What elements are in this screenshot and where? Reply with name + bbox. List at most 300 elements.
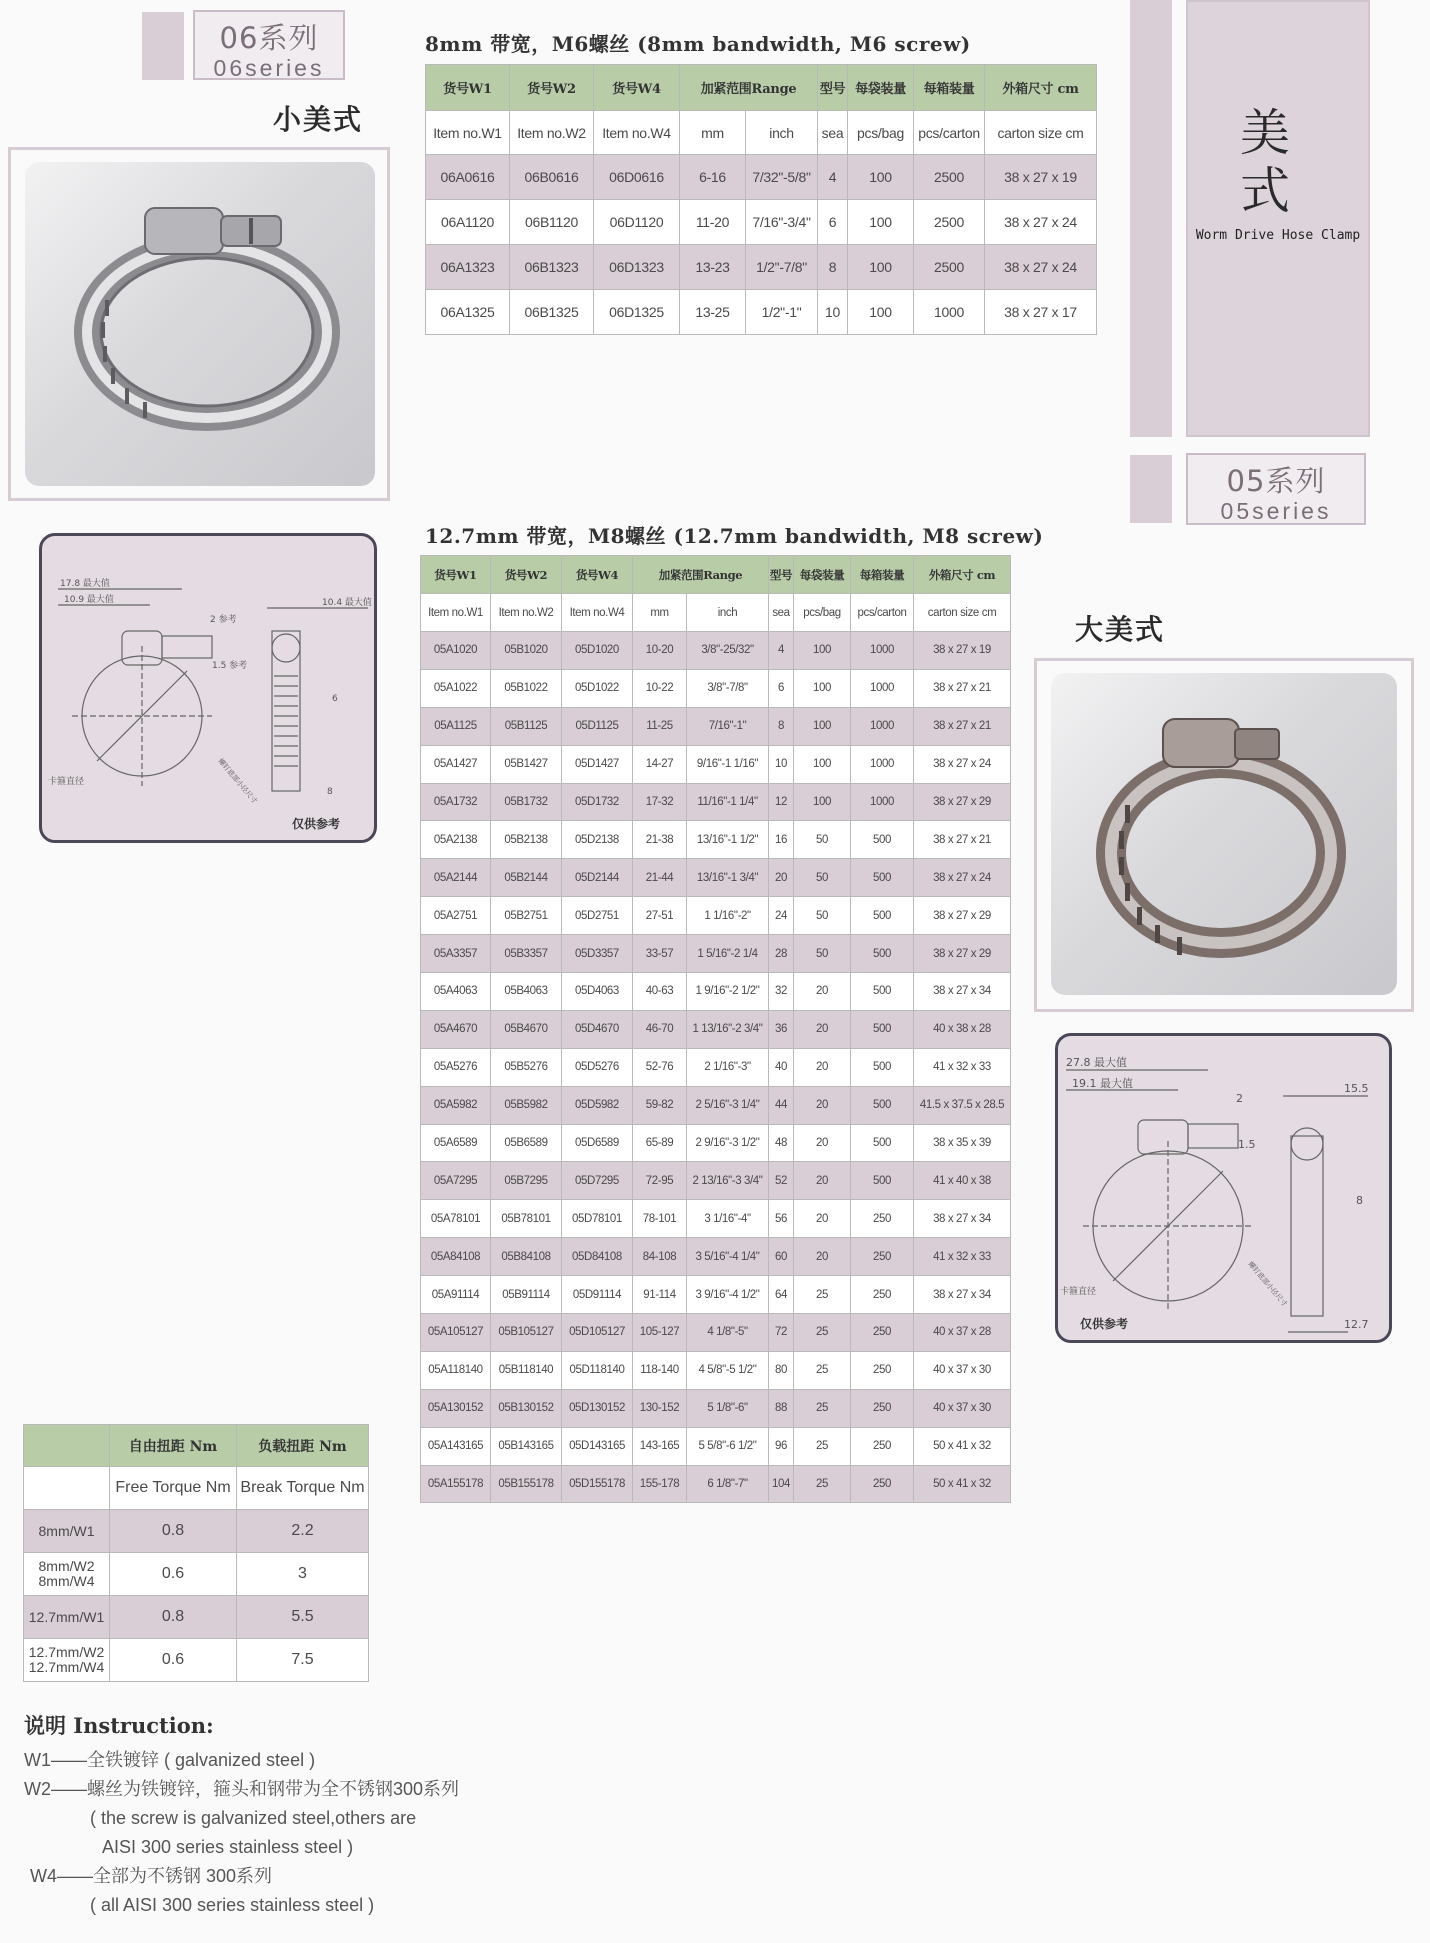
table-cell: 05A4670: [421, 1010, 491, 1048]
header-cell: inch: [687, 594, 769, 632]
header-cell: 货号W1: [421, 556, 491, 594]
table-row: [421, 859, 1011, 897]
table-cell: 06A1323: [426, 245, 510, 290]
table-cell: 05B7295: [491, 1162, 562, 1200]
header-cell: Item no.W2: [491, 594, 562, 632]
dim-screw-minor: 螺钉底部小径尺寸: [216, 757, 259, 806]
table-cell: 20: [794, 1086, 851, 1124]
table-cell: 38 x 27 x 24: [914, 745, 1011, 783]
table-cell: 05A91114: [421, 1276, 491, 1314]
table-cell: 50: [794, 821, 851, 859]
table-cell: 7/16"-3/4": [746, 200, 818, 245]
table-cell: 1/2"-7/8": [746, 245, 818, 290]
table-cell: 05D143165: [562, 1427, 633, 1465]
table-cell: 40 x 37 x 28: [914, 1314, 1011, 1352]
dim-6: 6: [332, 694, 338, 704]
table-cell: 1000: [851, 745, 914, 783]
torque-body: [24, 1510, 369, 1682]
small-clamp-photo: [25, 162, 375, 486]
table-cell: 8: [769, 707, 794, 745]
table-cell: 13/16"-1 1/2": [687, 821, 769, 859]
table-cell: 78-101: [633, 1200, 687, 1238]
table-cell: 28: [769, 935, 794, 973]
instruction-line: AISI 300 series stainless steel ): [102, 1837, 354, 1857]
header-cell: 外箱尺寸 cm: [914, 556, 1011, 594]
header-cell: [24, 1467, 110, 1510]
table-row: [421, 669, 1011, 707]
table-cell: 05B78101: [491, 1200, 562, 1238]
table-cell: 5 5/8"-6 1/2": [687, 1427, 769, 1465]
torque-table: [23, 1424, 369, 1682]
header-cell: Item no.W4: [594, 111, 680, 155]
table-cell: 500: [851, 859, 914, 897]
table-cell: 06D1323: [594, 245, 680, 290]
table-cell: 72: [769, 1314, 794, 1352]
table-cell: 1000: [851, 632, 914, 670]
table-cell: 05A1427: [421, 745, 491, 783]
table-cell: 2 5/16"-3 1/4": [687, 1086, 769, 1124]
header-cell: 每袋装量: [848, 65, 914, 111]
header-cell: inch: [746, 111, 818, 155]
table-cell: 06B1120: [510, 200, 594, 245]
header-cell: sea: [769, 594, 794, 632]
table-cell: 64: [769, 1276, 794, 1314]
table-row: [421, 1351, 1011, 1389]
table-cell: 3 9/16"-4 1/2": [687, 1276, 769, 1314]
header-cell: 货号W4: [594, 65, 680, 111]
header-cell: pcs/bag: [848, 111, 914, 155]
header-cell: mm: [680, 111, 746, 155]
table-cell: 05B91114: [491, 1276, 562, 1314]
drawing-note: 仅供参考: [1080, 1317, 1129, 1331]
table-cell: 6 1/8"-7": [687, 1465, 769, 1503]
dim-screw-minor: 螺钉底部小径尺寸: [1246, 1260, 1289, 1309]
table-cell: 06B1323: [510, 245, 594, 290]
table-cell: 05A2144: [421, 859, 491, 897]
table-cell: 20: [794, 1010, 851, 1048]
table-cell: 130-152: [633, 1389, 687, 1427]
large-clamp-drawing: [1055, 1033, 1392, 1343]
table-cell: 05A1732: [421, 783, 491, 821]
table-cell: 2 13/16"-3 3/4": [687, 1162, 769, 1200]
header-cell: 每箱装量: [851, 556, 914, 594]
table-cell: 06A1120: [426, 200, 510, 245]
table-cell: 1000: [851, 783, 914, 821]
header-cell: mm: [633, 594, 687, 632]
table-cell: 100: [794, 783, 851, 821]
table-cell: 500: [851, 1010, 914, 1048]
table-cell: 05D7295: [562, 1162, 633, 1200]
break-torque-value: 5.5: [237, 1596, 369, 1639]
table-cell: 9/16"-1 1/16": [687, 745, 769, 783]
table-cell: 2500: [914, 245, 985, 290]
header-cell: carton size cm: [985, 111, 1097, 155]
table-cell: 52: [769, 1162, 794, 1200]
header-cell: 每箱装量: [914, 65, 985, 111]
table-cell: 11-25: [633, 707, 687, 745]
table-cell: 100: [848, 155, 914, 200]
torque-label-line: 8mm/W1: [38, 1522, 95, 1539]
table-cell: 05B5276: [491, 1048, 562, 1086]
large-clamp-title: 大美式: [1075, 613, 1166, 646]
table-row: [421, 897, 1011, 935]
table-cell: 50: [794, 859, 851, 897]
table-cell: 41 x 40 x 38: [914, 1162, 1011, 1200]
table-cell: 05A1020: [421, 632, 491, 670]
table-cell: 1 5/16"-2 1/4: [687, 935, 769, 973]
table-cell: 500: [851, 1048, 914, 1086]
table-cell: 3/8"-7/8": [687, 669, 769, 707]
instruction-line: W4——全部为不锈钢 300系列: [30, 1866, 273, 1886]
table-cell: 50: [794, 935, 851, 973]
table-cell: 05A2138: [421, 821, 491, 859]
table-cell: 10-22: [633, 669, 687, 707]
dim-17-8: 17.8 最大值: [60, 579, 110, 589]
dim-19-1: 19.1 最大值: [1072, 1077, 1133, 1090]
table-row: [421, 783, 1011, 821]
table-cell: 14-27: [633, 745, 687, 783]
table-cell: 05A78101: [421, 1200, 491, 1238]
table-cell: 250: [851, 1238, 914, 1276]
table-cell: 12: [769, 783, 794, 821]
table-cell: 100: [794, 632, 851, 670]
dim-clamp-diameter: 卡箍直径: [1060, 1287, 1097, 1297]
small-technical-drawing: [42, 536, 380, 846]
table-cell: 100: [848, 245, 914, 290]
table-cell: 105-127: [633, 1314, 687, 1352]
table-cell: 118-140: [633, 1351, 687, 1389]
table-cell: 24: [769, 897, 794, 935]
table-cell: 250: [851, 1427, 914, 1465]
table-cell: 100: [794, 745, 851, 783]
header-cell: 货号W1: [426, 65, 510, 111]
header-cell: [24, 1425, 110, 1467]
series05-cn: 05系列: [1226, 464, 1326, 498]
table-cell: 05D1020: [562, 632, 633, 670]
torque-header-cn: [24, 1425, 369, 1467]
table-row: [421, 632, 1011, 670]
header-cell: pcs/carton: [851, 594, 914, 632]
table-row: [421, 821, 1011, 859]
table-cell: 25: [794, 1427, 851, 1465]
table05-heading: 12.7mm 带宽，M8螺丝 (12.7mm bandwidth, M8 screw): [425, 524, 1044, 548]
header-cell: pcs/bag: [794, 594, 851, 632]
torque-label-line: 12.7mm/W4: [28, 1659, 105, 1675]
torque-row-label: [24, 1510, 110, 1553]
table-cell: 05D2144: [562, 859, 633, 897]
series06-tab-accent: [142, 12, 184, 80]
header-cell: sea: [818, 111, 848, 155]
header-cell: 自由扭距 Nm: [110, 1425, 237, 1467]
header-cell: Break Torque Nm: [237, 1467, 369, 1510]
break-torque-value: 2.2: [237, 1510, 369, 1553]
table-cell: 38 x 27 x 21: [914, 821, 1011, 859]
table-cell: 250: [851, 1351, 914, 1389]
table-cell: 250: [851, 1389, 914, 1427]
drawing-note: 仅供参考: [292, 817, 341, 831]
header-cell: carton size cm: [914, 594, 1011, 632]
table-cell: 3/8"-25/32": [687, 632, 769, 670]
instructions-title: 说明 Instruction:: [24, 1713, 214, 1738]
table-cell: 6: [769, 669, 794, 707]
torque-label-line: 12.7mm/W2: [28, 1644, 105, 1660]
table-cell: 1000: [851, 707, 914, 745]
table-cell: 50: [794, 897, 851, 935]
series06-en: 06series: [213, 55, 325, 81]
break-torque-value: 7.5: [237, 1639, 369, 1682]
table-cell: 20: [794, 1162, 851, 1200]
table-cell: 155-178: [633, 1465, 687, 1503]
table-cell: 10-20: [633, 632, 687, 670]
table-row: [421, 973, 1011, 1011]
header-cell: 货号W4: [562, 556, 633, 594]
dim-2: 2 参考: [210, 615, 237, 625]
table-cell: 05D4670: [562, 1010, 633, 1048]
side-banner-en: Worm Drive Hose Clamp: [1195, 228, 1361, 243]
table-cell: 100: [794, 707, 851, 745]
table-cell: 05D1732: [562, 783, 633, 821]
table-cell: 91-114: [633, 1276, 687, 1314]
table-cell: 11-20: [680, 200, 746, 245]
table-cell: 05D1125: [562, 707, 633, 745]
table-cell: 05A130152: [421, 1389, 491, 1427]
table-cell: 25: [794, 1276, 851, 1314]
instruction-line: W2——螺丝为铁镀锌，箍头和钢带为全不锈钢300系列: [24, 1779, 460, 1799]
table-cell: 40: [769, 1048, 794, 1086]
table-cell: 5 1/8"-6": [687, 1389, 769, 1427]
table-cell: 27-51: [633, 897, 687, 935]
table-cell: 2500: [914, 200, 985, 245]
large-clamp-photo-frame: [1034, 658, 1414, 1012]
table-cell: 38 x 27 x 17: [985, 290, 1097, 335]
table-cell: 05D78101: [562, 1200, 633, 1238]
table-cell: 05D1427: [562, 745, 633, 783]
table05-body: [421, 632, 1011, 1503]
table-cell: 25: [794, 1389, 851, 1427]
table-cell: 56: [769, 1200, 794, 1238]
dim-2: 2: [1236, 1092, 1243, 1105]
header-cell: Item no.W1: [426, 111, 510, 155]
torque-row: [24, 1596, 369, 1639]
table-cell: 88: [769, 1389, 794, 1427]
small-clamp-photo-frame: [8, 147, 390, 501]
table-cell: 05A7295: [421, 1162, 491, 1200]
table-cell: 33-57: [633, 935, 687, 973]
header-cell: Item no.W1: [421, 594, 491, 632]
table-cell: 05D155178: [562, 1465, 633, 1503]
table-cell: 1 1/16"-2": [687, 897, 769, 935]
header-cell: 负载扭距 Nm: [237, 1425, 369, 1467]
free-torque-value: 0.6: [110, 1553, 237, 1596]
header-cell: Item no.W4: [562, 594, 633, 632]
table-cell: 05D130152: [562, 1389, 633, 1427]
torque-row-label: [24, 1596, 110, 1639]
table-cell: 41.5 x 37.5 x 28.5: [914, 1086, 1011, 1124]
table-cell: 05B118140: [491, 1351, 562, 1389]
table-cell: 4: [769, 632, 794, 670]
header-cell: 外箱尺寸 cm: [985, 65, 1097, 111]
table-cell: 44: [769, 1086, 794, 1124]
table-cell: 05A155178: [421, 1465, 491, 1503]
table-cell: 40 x 37 x 30: [914, 1389, 1011, 1427]
table-cell: 05D1022: [562, 669, 633, 707]
table-cell: 05B1732: [491, 783, 562, 821]
side-banner-accent: [1130, 0, 1172, 437]
table05-header-en: [421, 594, 1011, 632]
torque-row: [24, 1510, 369, 1553]
side-banner: [1186, 0, 1370, 437]
table-cell: 05A6589: [421, 1124, 491, 1162]
table-cell: 32: [769, 973, 794, 1011]
torque-row-label: [24, 1553, 110, 1596]
header-cell: 型号: [818, 65, 848, 111]
table-cell: 100: [848, 200, 914, 245]
table-cell: 38 x 27 x 29: [914, 935, 1011, 973]
table-cell: 05D84108: [562, 1238, 633, 1276]
table-cell: 500: [851, 897, 914, 935]
torque-label-line: 12.7mm/W1: [28, 1608, 105, 1625]
table-cell: 2500: [914, 155, 985, 200]
table-cell: 1000: [851, 669, 914, 707]
table-cell: 05B105127: [491, 1314, 562, 1352]
instruction-line: ( all AISI 300 series stainless steel ): [90, 1895, 375, 1915]
table-cell: 05B4670: [491, 1010, 562, 1048]
table-cell: 500: [851, 1162, 914, 1200]
hose-clamp-image: [25, 162, 375, 486]
table06-body: [426, 155, 1097, 335]
table-cell: 50 x 41 x 32: [914, 1465, 1011, 1503]
table-cell: 05A143165: [421, 1427, 491, 1465]
table-cell: 05B5982: [491, 1086, 562, 1124]
table-cell: 41 x 32 x 33: [914, 1238, 1011, 1276]
table-cell: 65-89: [633, 1124, 687, 1162]
table-cell: 05D118140: [562, 1351, 633, 1389]
table-cell: 05A84108: [421, 1238, 491, 1276]
table-cell: 4 1/8"-5": [687, 1314, 769, 1352]
table-row: [426, 245, 1097, 290]
series05-tab: [1186, 453, 1366, 525]
table-cell: 36: [769, 1010, 794, 1048]
table-cell: 38 x 27 x 21: [914, 669, 1011, 707]
table-cell: 10: [818, 290, 848, 335]
table-cell: 21-44: [633, 859, 687, 897]
table-cell: 500: [851, 821, 914, 859]
table-cell: 41 x 32 x 33: [914, 1048, 1011, 1086]
table-cell: 25: [794, 1351, 851, 1389]
table-cell: 25: [794, 1465, 851, 1503]
table-cell: 20: [794, 1048, 851, 1086]
table-cell: 50 x 41 x 32: [914, 1427, 1011, 1465]
table-cell: 20: [769, 859, 794, 897]
table-cell: 05B143165: [491, 1427, 562, 1465]
table-cell: 05D2138: [562, 821, 633, 859]
table-cell: 05D5982: [562, 1086, 633, 1124]
table-cell: 13/16"-1 3/4": [687, 859, 769, 897]
table-cell: 4: [818, 155, 848, 200]
break-torque-value: 3: [237, 1553, 369, 1596]
header-cell: pcs/carton: [914, 111, 985, 155]
table-cell: 1/2"-1": [746, 290, 818, 335]
torque-row: [24, 1553, 369, 1596]
table-row: [421, 1465, 1011, 1503]
table-cell: 05A5982: [421, 1086, 491, 1124]
header-cell: 加紧范围Range: [633, 556, 769, 594]
free-torque-value: 0.6: [110, 1639, 237, 1682]
hose-clamp-image: [1051, 673, 1397, 995]
table-cell: 40-63: [633, 973, 687, 1011]
table-row: [421, 1276, 1011, 1314]
table-cell: 05B2751: [491, 897, 562, 935]
table-cell: 500: [851, 973, 914, 1011]
header-cell: 货号W2: [491, 556, 562, 594]
table-cell: 21-38: [633, 821, 687, 859]
table-cell: 100: [848, 290, 914, 335]
table-cell: 3 1/16"-4": [687, 1200, 769, 1238]
table-cell: 06D0616: [594, 155, 680, 200]
table-cell: 72-95: [633, 1162, 687, 1200]
table06-header-en: [426, 111, 1097, 155]
table-cell: 2 1/16"-3": [687, 1048, 769, 1086]
side-banner-cn: 美式: [1240, 104, 1290, 220]
table-cell: 05B1020: [491, 632, 562, 670]
table-cell: 05B155178: [491, 1465, 562, 1503]
table-row: [426, 155, 1097, 200]
table-cell: 38 x 27 x 19: [985, 155, 1097, 200]
table-row: [421, 935, 1011, 973]
table-cell: 05A1022: [421, 669, 491, 707]
table-cell: 16: [769, 821, 794, 859]
table06: [425, 64, 1097, 335]
table-cell: 05D91114: [562, 1276, 633, 1314]
table-cell: 20: [794, 973, 851, 1011]
table-cell: 05B3357: [491, 935, 562, 973]
table-cell: 13-23: [680, 245, 746, 290]
table-cell: 06D1325: [594, 290, 680, 335]
table-cell: 10: [769, 745, 794, 783]
table-cell: 38 x 27 x 34: [914, 1276, 1011, 1314]
table-cell: 05B6589: [491, 1124, 562, 1162]
table-row: [421, 1314, 1011, 1352]
small-clamp-drawing: [39, 533, 377, 843]
large-technical-drawing: [1058, 1036, 1395, 1346]
table-cell: 05A3357: [421, 935, 491, 973]
instruction-line: W1——全铁镀锌 ( galvanized steel ): [24, 1750, 316, 1770]
table-cell: 40 x 38 x 28: [914, 1010, 1011, 1048]
table06-header-cn: [426, 65, 1097, 111]
free-torque-value: 0.8: [110, 1596, 237, 1639]
table-cell: 59-82: [633, 1086, 687, 1124]
dim-10-9: 10.9 最大值: [64, 595, 114, 605]
torque-row-label: [24, 1639, 110, 1682]
table-cell: 80: [769, 1351, 794, 1389]
table-cell: 05A4063: [421, 973, 491, 1011]
dim-27-8: 27.8 最大值: [1066, 1056, 1127, 1069]
table-cell: 38 x 27 x 29: [914, 897, 1011, 935]
table-cell: 7/32"-5/8": [746, 155, 818, 200]
table-cell: 20: [794, 1124, 851, 1162]
free-torque-value: 0.8: [110, 1510, 237, 1553]
table-cell: 250: [851, 1465, 914, 1503]
table-cell: 48: [769, 1124, 794, 1162]
table-cell: 06D1120: [594, 200, 680, 245]
dim-15-5: 15.5: [1344, 1082, 1369, 1095]
torque-label-line: 8mm/W2: [38, 1558, 95, 1574]
table-cell: 05D2751: [562, 897, 633, 935]
table-cell: 25: [794, 1314, 851, 1352]
large-clamp-photo: [1051, 673, 1397, 995]
table-cell: 1 9/16"-2 1/2": [687, 973, 769, 1011]
table-cell: 40 x 37 x 30: [914, 1351, 1011, 1389]
